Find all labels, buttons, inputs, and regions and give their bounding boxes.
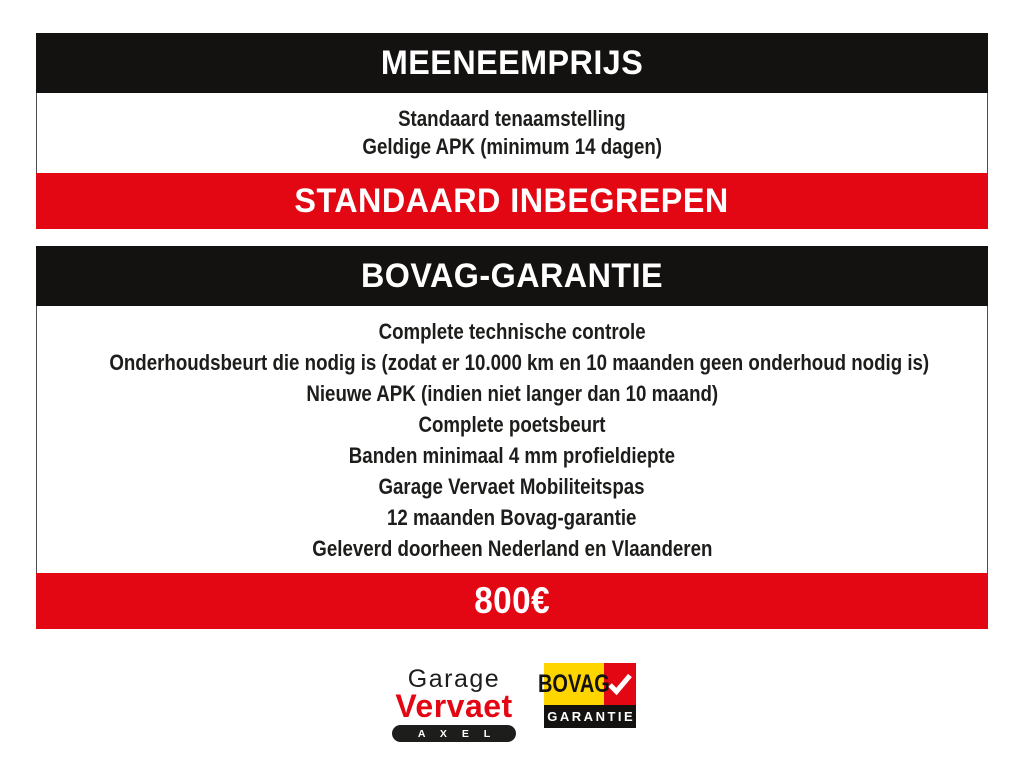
price-card bbox=[36, 33, 988, 742]
meeneemprijs-title: MEENEEMPRIJS bbox=[380, 43, 644, 82]
price-bar bbox=[36, 573, 988, 629]
garage-vervaet-logo-line1: Garage bbox=[407, 665, 501, 693]
garage-vervaet-logo-line2: Vervaet bbox=[395, 688, 513, 724]
bovag-garantie-title: BOVAG-GARANTIE bbox=[360, 256, 664, 295]
axel-badge: A X E L bbox=[392, 725, 516, 742]
bovag-logo-garantie-label: GARANTIE bbox=[547, 709, 636, 724]
list-item: Complete poetsbeurt bbox=[418, 411, 606, 437]
meeneemprijs-header-bar bbox=[36, 33, 988, 93]
list-item: 12 maanden Bovag-garantie bbox=[387, 504, 637, 530]
bovag-logo-wordmark: BOVAG bbox=[538, 669, 610, 698]
price-label: 800€ bbox=[474, 580, 550, 621]
list-item: Garage Vervaet Mobiliteitspas bbox=[378, 473, 646, 499]
bovag-logo-garantie-band bbox=[544, 705, 636, 728]
bovag-garantie-logo bbox=[538, 663, 636, 728]
list-item: Nieuwe APK (indien niet langer dan 10 maand) bbox=[306, 380, 718, 406]
list-item: Geldige APK (minimum 14 dagen) bbox=[362, 134, 662, 159]
meeneemprijs-body bbox=[36, 93, 988, 173]
list-item: Banden minimaal 4 mm profieldiepte bbox=[348, 442, 676, 468]
bovag-logo-yellow-block bbox=[538, 663, 610, 705]
list-item: Standaard tenaamstelling bbox=[398, 106, 626, 131]
standaard-inbegrepen-label: STANDAARD INBEGREPEN bbox=[294, 181, 730, 220]
standaard-inbegrepen-bar bbox=[36, 173, 988, 229]
list-item: Geleverd doorheen Nederland en Vlaanderen bbox=[311, 535, 713, 561]
bovag-logo-top bbox=[538, 663, 636, 705]
meeneemprijs-panel bbox=[36, 33, 988, 229]
list-item: Onderhoudsbeurt die nodig is (zodat er 10.000 km en 10 maanden geen onderhoud nodig is) bbox=[109, 349, 930, 375]
check-icon bbox=[607, 672, 633, 696]
bovag-garantie-body bbox=[36, 306, 988, 573]
footer-logos bbox=[36, 663, 988, 742]
garage-vervaet-logo bbox=[388, 663, 520, 742]
panel-gap bbox=[36, 229, 988, 246]
bovag-garantie-panel bbox=[36, 246, 988, 629]
list-item: Complete technische controle bbox=[378, 318, 646, 344]
bovag-garantie-header-bar bbox=[36, 246, 988, 306]
